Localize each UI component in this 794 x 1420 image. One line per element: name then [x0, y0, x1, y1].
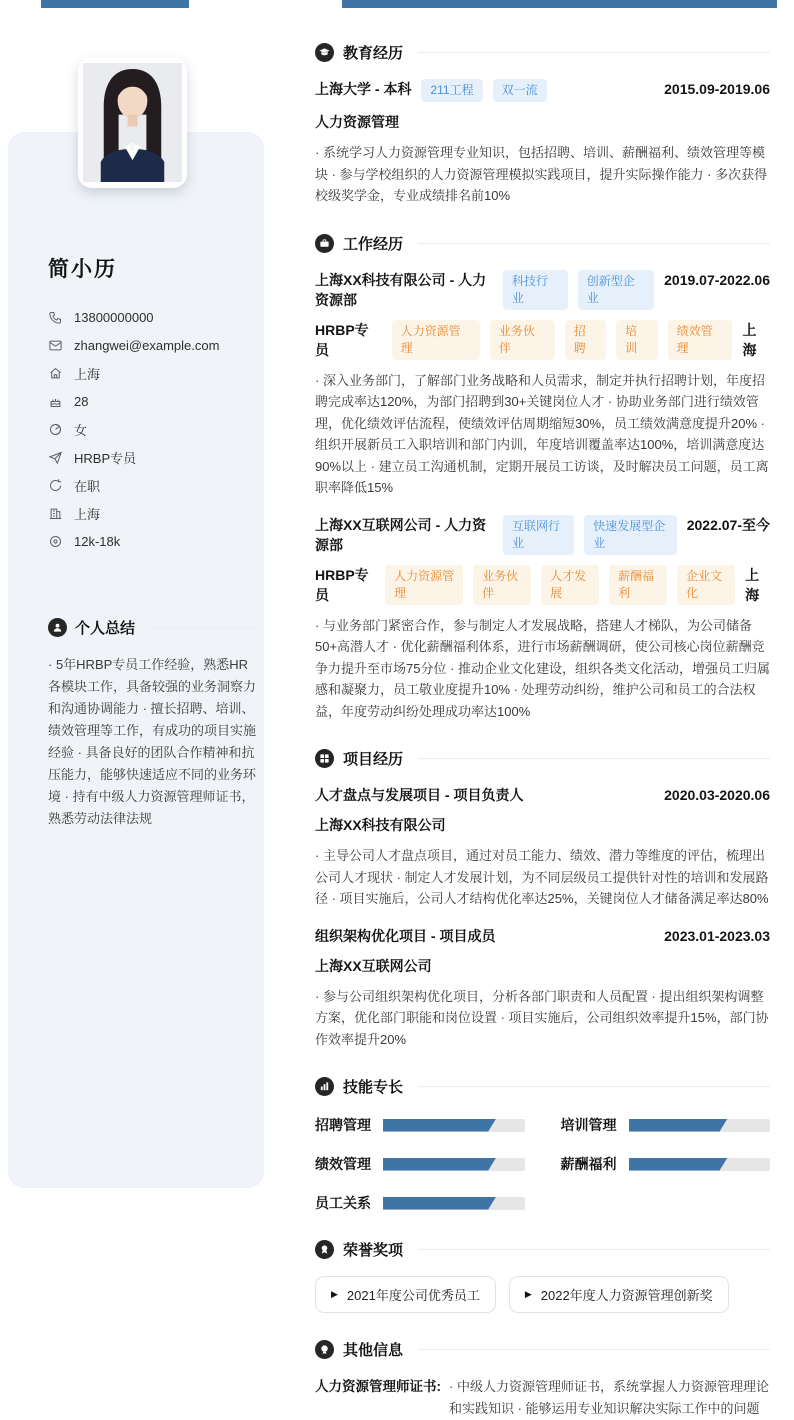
- school-tag: 211工程: [421, 79, 482, 102]
- section-title: 项目经历: [343, 751, 404, 768]
- section-header-work: [315, 233, 770, 254]
- contact-value: 上海: [74, 506, 101, 522]
- contact-value: zhangwei@example.com: [74, 337, 220, 353]
- contact-list: [48, 303, 256, 555]
- contact-value: HRBP专员: [74, 450, 137, 466]
- company-tag: 互联网行业: [503, 515, 574, 555]
- skill-label: 员工关系: [315, 1195, 371, 1211]
- contact-work-city: [48, 499, 256, 527]
- section-header-education: [315, 42, 770, 63]
- contact-value: 上海: [74, 366, 101, 382]
- status-refresh-icon: [48, 478, 63, 493]
- section-title: 其他信息: [343, 1342, 404, 1359]
- award-label: 2022年度人力资源管理创新奖: [540, 1288, 713, 1303]
- position-tag: 培训: [616, 320, 657, 360]
- project-date: 2023.01-2023.03: [664, 927, 770, 944]
- school-tag: 双一流: [493, 79, 547, 102]
- skill-item: [315, 1154, 525, 1174]
- work-date: 2022.07-至今: [686, 516, 770, 533]
- position-tag: 薪酬福利: [609, 565, 667, 605]
- summary-text: · 5年HRBP专员工作经验，熟悉HR各模块工作，具备较强的业务洞察力和沟通协调能力 · 擅长招聘、培训、绩效管理等工作，有成功的项目实施经验 · 具备良好的团队合作精神和抗压能力，能够快速适应不同的业务环境 · 持有中级人力资源管理师证书，熟悉劳动法律法规: [48, 657, 257, 826]
- skill-label: 薪酬福利: [560, 1156, 617, 1172]
- section-title: 工作经历: [343, 235, 404, 253]
- company-tag: 科技行业: [503, 270, 568, 310]
- section-divider: [149, 627, 256, 628]
- project-company: 上海XX互联网公司: [315, 957, 432, 974]
- education-description: · 系统学习人力资源管理专业知识，包括招聘、培训、薪酬福利、绩效管理等模块 · 参与学校组织的人力资源管理模拟实践项目，提升实际操作能力 · 多次获得校级奖学金，专业成绩排名前10%: [315, 145, 768, 203]
- awards-list: [315, 1276, 770, 1313]
- project-entry: [315, 785, 770, 910]
- position-title: HRBP专员: [315, 566, 369, 603]
- company-tag: 创新型企业: [578, 270, 654, 310]
- paper-plane-icon: [48, 450, 63, 465]
- education-entry: [315, 79, 770, 207]
- position-tags: [385, 565, 735, 605]
- top-accent-bar-left: [41, 0, 189, 8]
- section-header-awards: [315, 1239, 770, 1260]
- skill-bar-fill: [383, 1158, 496, 1171]
- company-tags: [503, 270, 654, 310]
- sidebar: [48, 253, 256, 830]
- company-name: 上海XX科技有限公司 - 人力资源部: [315, 271, 487, 308]
- contact-value: 28: [74, 393, 89, 409]
- position-tag: 人力资源管理: [392, 320, 480, 360]
- play-icon: ▶: [524, 1289, 532, 1299]
- major-name: 人力资源管理: [315, 114, 399, 130]
- skill-label: 绩效管理: [315, 1156, 371, 1172]
- salary-icon: [48, 534, 63, 549]
- school-name: 上海大学 - 本科: [315, 81, 412, 97]
- project-description: · 参与公司组织架构优化项目，分析各部门职责和人员配置 · 提出组织架构调整方案，优化部门职能和岗位设置 · 项目实施后，公司组织效率提升15%，部门协作效率提升20%: [315, 988, 769, 1047]
- phone-icon: [48, 310, 63, 325]
- graduation-cap-icon: [315, 43, 334, 62]
- section-divider: [418, 1249, 770, 1250]
- project-title-row: [315, 785, 770, 805]
- section-header-projects: [315, 748, 770, 769]
- award-label: 2021年度公司优秀员工: [346, 1288, 480, 1303]
- education-date: 2015.09-2019.06: [664, 81, 770, 97]
- position-tag: 企业文化: [677, 565, 735, 605]
- position-tag: 绩效管理: [668, 320, 733, 360]
- section-divider: [418, 1349, 770, 1350]
- contact-salary: [48, 527, 256, 555]
- work-location: 上海: [745, 566, 760, 603]
- position-tag: 人力资源管理: [385, 565, 463, 605]
- section-title: 教育经历: [343, 45, 404, 62]
- certificate-text: · 中级人力资源管理师证书，系统掌握人力资源管理理论和实践知识 · 能够运用专业知识解决实际工作中的问题: [449, 1379, 769, 1416]
- play-icon: ▶: [331, 1289, 338, 1299]
- work-position-row: [315, 565, 770, 605]
- skill-bar-fill: [629, 1158, 728, 1171]
- position-tag: 人才发展: [541, 565, 599, 605]
- contact-value: 在职: [74, 478, 101, 494]
- profile-photo: [78, 57, 187, 188]
- grid-icon: [315, 749, 334, 768]
- skill-bar-track: [629, 1119, 771, 1132]
- certificate-label: 人力资源管理师证书:: [315, 1379, 441, 1394]
- skill-item: [561, 1154, 771, 1174]
- skill-bar-fill: [383, 1119, 496, 1132]
- contact-value: 12k-18k: [74, 533, 121, 549]
- certificate-row: [315, 1376, 770, 1420]
- award-item: [315, 1276, 496, 1313]
- education-title-row: [315, 79, 770, 102]
- bar-chart-icon: [315, 1077, 334, 1096]
- contact-status: [48, 471, 256, 499]
- skill-bar-track: [383, 1158, 525, 1171]
- work-location: 上海: [742, 321, 757, 358]
- skill-bar-track: [629, 1158, 771, 1171]
- skill-label: 招聘管理: [315, 1117, 371, 1133]
- section-divider: [418, 243, 770, 244]
- section-divider: [418, 758, 770, 759]
- school-tags: [421, 79, 546, 102]
- project-title-row: [315, 926, 770, 946]
- skill-item: [315, 1115, 525, 1135]
- medal-icon: [315, 1240, 334, 1259]
- project-description: · 主导公司人才盘点项目，通过对员工能力、绩效、潜力等维度的评估，梳理出公司人才现状 · 制定人才发展计划，为不同层级员工提供针对性的培训和发展路径 · 项目实施后，公司人才结构优化率达25%，关键岗位人才储备满足率达80%: [315, 848, 769, 906]
- project-name: 人才盘点与发展项目 - 项目负责人: [315, 787, 524, 803]
- home-icon: [48, 366, 63, 381]
- project-date: 2020.03-2020.06: [664, 787, 770, 803]
- main-column: [315, 42, 770, 1420]
- person-icon: [48, 618, 67, 637]
- skill-label: 培训管理: [560, 1117, 617, 1133]
- award-item: [509, 1276, 729, 1313]
- work-description: · 与业务部门紧密合作，参与制定人才发展战略，搭建人才梯队，为公司储备50+高潜人才 · 优化薪酬福利体系，进行市场薪酬调研，使公司核心岗位薪酬竞争力提升至市场75分位 · 推动企业文化建设，组织各类文化活动，增强员工归属感和凝聚力，员工敬业度提升10% · 处理劳动纠纷，维护公司和员工的合法权益，年度劳动纠纷处理成功率达100%: [315, 617, 771, 719]
- position-title: HRBP专员: [315, 321, 369, 358]
- work-entry: [315, 515, 770, 723]
- work-date: 2019.07-2022.06: [664, 271, 770, 288]
- work-description: · 深入业务部门，了解部门业务战略和人员需求，制定并执行招聘计划，年度招聘完成率达120%，为部门招聘到30+关键岗位人才 · 协助业务部门进行绩效管理，优化绩效评估流程，使绩效评估周期缩短30%，员工绩效满意度提升20% · 组织开展新员工入职培训和部门内训，年度培训覆盖率达100%，培训满意度达90%以上 · 建立员工沟通机制，定期开展员工访谈，及时解决员工问题，员工离职率降低15%: [315, 372, 769, 495]
- work-position-row: [315, 320, 770, 360]
- contact-value: 女: [74, 422, 88, 438]
- badge-icon: [315, 1340, 334, 1359]
- project-name: 组织架构优化项目 - 项目成员: [315, 927, 496, 944]
- project-entry: [315, 926, 770, 1051]
- work-entry: [315, 270, 770, 499]
- gender-icon: [48, 422, 63, 437]
- contact-age: [48, 387, 256, 415]
- contact-value: 13800000000: [74, 309, 154, 325]
- section-divider: [418, 1086, 770, 1087]
- contact-email: [48, 331, 256, 359]
- project-company: 上海XX科技有限公司: [315, 817, 446, 833]
- position-tag: 业务伙伴: [473, 565, 531, 605]
- skills-grid: [315, 1115, 770, 1213]
- position-tag: 招聘: [565, 320, 606, 360]
- contact-home-city: [48, 359, 256, 387]
- position-tags: [392, 320, 733, 360]
- skill-item: [561, 1115, 771, 1135]
- section-header-other: [315, 1339, 770, 1360]
- contact-job-title: [48, 443, 256, 471]
- briefcase-icon: [315, 234, 334, 253]
- company-tag: 快速发展型企业: [584, 515, 677, 555]
- skill-item: [315, 1193, 525, 1213]
- section-title: 个人总结: [75, 620, 136, 637]
- company-name: 上海XX互联网公司 - 人力资源部: [315, 516, 487, 553]
- top-accent-bar-right: [342, 0, 777, 8]
- mail-icon: [48, 338, 63, 353]
- company-tags: [503, 515, 677, 555]
- section-header-summary: [48, 617, 256, 638]
- candidate-name: 简小历: [48, 258, 117, 281]
- skill-bar-track: [383, 1197, 525, 1210]
- age-icon: [48, 394, 63, 409]
- section-divider: [418, 52, 770, 53]
- building-icon: [48, 506, 63, 521]
- skill-bar-track: [383, 1119, 525, 1132]
- section-header-skills: [315, 1076, 770, 1097]
- contact-gender: [48, 415, 256, 443]
- profile-photo-image: [84, 63, 181, 182]
- contact-phone: [48, 303, 256, 331]
- skill-bar-fill: [383, 1197, 496, 1210]
- work-title-row: [315, 515, 770, 555]
- skill-bar-fill: [629, 1119, 728, 1132]
- section-title: 技能专长: [343, 1079, 404, 1096]
- position-tag: 业务伙伴: [490, 320, 555, 360]
- section-title: 荣誉奖项: [343, 1242, 404, 1259]
- work-title-row: [315, 270, 770, 310]
